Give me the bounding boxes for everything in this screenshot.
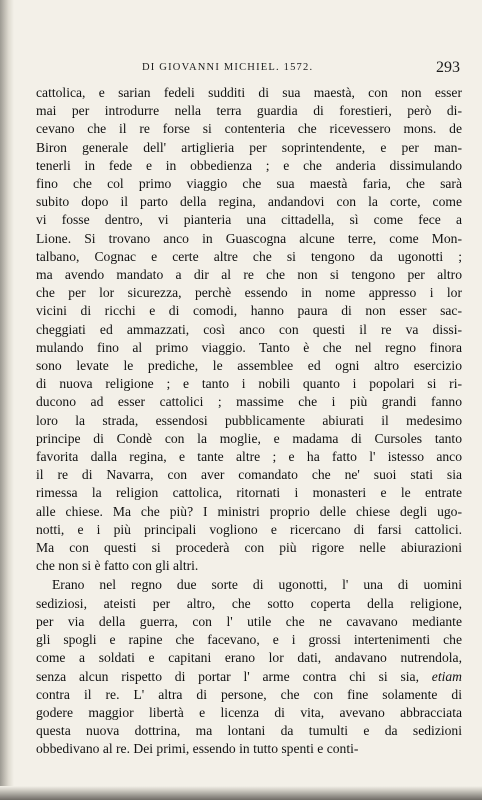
page-bottom-edge	[0, 786, 482, 800]
text-line: tenerli in fede e in obbedienza ; e che anderia dissimulando	[36, 157, 462, 173]
binding-shadow	[0, 0, 14, 800]
page-number: 293	[436, 59, 460, 76]
text-line: cattolica, e sarian fedeli sudditi di sua maestà, con non esser	[36, 85, 462, 100]
text-line: cevano che il re forse si contenteria che ricevessero mons. de	[36, 121, 462, 137]
text-line: questa nuova dottrina, ma lontani da tumulti e da sedizioni	[36, 723, 462, 739]
text-line: che non si è fatto con gli altri.	[36, 558, 199, 574]
text-line: sono levate le prediche, le assemblee ed ogni altro esercizio	[36, 358, 462, 374]
text-line: ducono ad esser cattolici ; massime che i più grandi fanno	[36, 394, 462, 410]
text-line: fino che col primo viaggio che sua maestà faria, che sarà	[36, 176, 462, 192]
text-line: di nuova religione ; e tanto i nobili quanto i popolari si ri-	[36, 376, 462, 392]
text-line: alle chiese. Ma che più? I ministri proprio delle chiese degli ugo-	[36, 503, 462, 519]
text-line: subito dopo il parto della regina, andandovi con la corte, come	[36, 194, 462, 210]
text-line: Lione. Si trovano anco in Guascogna alcune terre, come Mon-	[36, 230, 462, 246]
text-line: cheggiati ed ammazzati, così anco con questi il re va dissi-	[36, 321, 462, 337]
text-line: godere maggior libertà e licenza di vita, avevano abbracciata	[36, 704, 462, 720]
text-line: vicini di ricchi e di comodi, hanno paura di non esser sac-	[36, 303, 462, 319]
page-header	[36, 59, 460, 80]
text-line: che per lor sicurezza, perchè essendo in nome appresso i lor	[36, 285, 462, 301]
text-line: Ma con questi si procederà con più rigore nelle abiurazioni	[36, 540, 462, 556]
text-line: Erano nel regno due sorte di ugonotti, l' una di uomini	[52, 577, 462, 593]
text-line: obbedivano al re. Dei primi, essendo in tutto spenti e conti-	[36, 741, 359, 757]
text-line: principe di Condè con la moglie, e madama di Cursoles tanto	[36, 430, 462, 446]
text-line: notti, e i più principali vogliono e ricercano di farsi cattolici.	[36, 521, 462, 537]
text-line: gli spogli e rapine che facevano, e i grossi intertenimenti che	[36, 632, 462, 648]
text-line: per via della guerra, con l' utile che ne cavavano mediante	[36, 613, 462, 629]
text-line: vi fosse dentro, vi pianteria una cittadella, sì come fece a	[36, 212, 462, 228]
text-line: come a soldati e capitani erano lor dati, andavano nutrendola,	[36, 650, 462, 666]
text-line: sediziosi, ateisti per altro, che sotto coperta della religione,	[36, 595, 462, 611]
text-line: ma avendo mandato a dir al re che non si tengono per altro	[36, 267, 462, 283]
paragraph	[36, 576, 462, 758]
text-line: talbano, Cognac e certe altre che si tengono da ugonotti ;	[36, 248, 462, 264]
running-head: DI GIOVANNI MICHIEL. 1572.	[142, 62, 314, 73]
text-line: rimessa la religion cattolica, ritornati i monasteri e le entrate	[36, 485, 462, 501]
text-line: senza alcun rispetto di portar l' arme contra chi si sia, etiam	[36, 668, 462, 684]
text-line: mulando fino al primo viaggio. Tanto è che nel regno finora	[36, 339, 462, 355]
text-line: contra il re. L' altra di persone, che con fine solamente di	[36, 686, 462, 702]
text-line: mai per introdurre nella terra guardia di forestieri, però di-	[36, 103, 462, 119]
text-line: Biron generale dell' artiglieria per soprintendente, e per man-	[36, 139, 462, 155]
body-text	[36, 84, 462, 759]
text-line: favorita dalla regina, e tante altre ; e ha fatto l' istesso anco	[36, 449, 462, 465]
paragraph	[36, 84, 462, 575]
text-line: loro la strada, essendosi pubblicamente abiurati il medesimo	[36, 412, 462, 428]
text-line: il re di Navarra, con aver comandato che ne' suoi stati sia	[36, 467, 462, 483]
